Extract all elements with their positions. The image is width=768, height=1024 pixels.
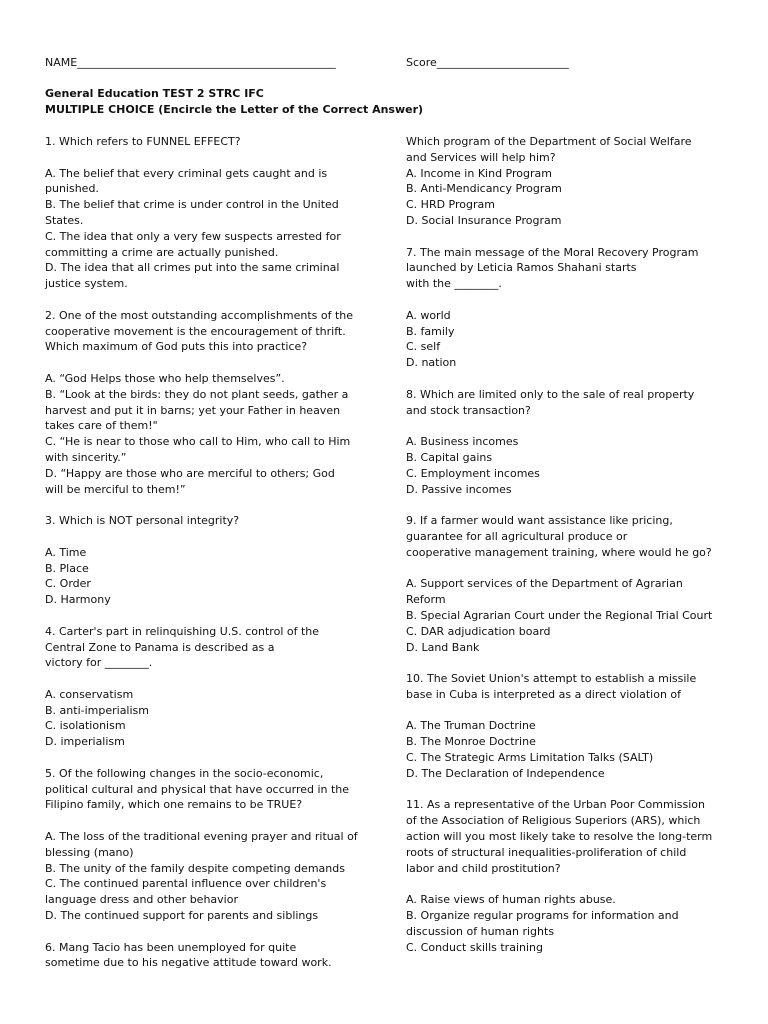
- option-d[interactable]: D. Harmony: [45, 593, 111, 607]
- option-b[interactable]: B. “Look at the birds: they do not plant seeds, gather a: [45, 387, 349, 401]
- option-a[interactable]: A. The Truman Doctrine: [406, 719, 536, 733]
- score-field[interactable]: Score________________________: [406, 56, 569, 69]
- option-b[interactable]: B. The unity of the family despite competing demands: [45, 861, 345, 875]
- option-c[interactable]: C. The continued parental influence over children's: [45, 877, 327, 891]
- option-b[interactable]: B. Place: [45, 561, 89, 575]
- option-d[interactable]: D. Passive incomes: [406, 482, 512, 496]
- question-stem: 1. Which refers to FUNNEL EFFECT?: [45, 135, 241, 148]
- option-a[interactable]: A. Raise views of human rights abuse.: [406, 893, 616, 907]
- question-stem: sometime due to his negative attitude toward work.: [45, 956, 332, 970]
- name-field[interactable]: NAME_______________________________________________: [45, 56, 336, 69]
- question-stem: base in Cuba is interpreted as a direct violation of: [406, 687, 682, 701]
- option-c[interactable]: C. Order: [45, 577, 91, 591]
- option-d[interactable]: D. The continued support for parents and siblings: [45, 909, 319, 923]
- question-2: [45, 308, 365, 498]
- exam-title-line: General Education TEST 2 STRC IFC: [45, 87, 264, 100]
- question-stem: Which maximum of God puts this into practice?: [45, 340, 308, 354]
- option-a-cont: Reform: [406, 593, 446, 607]
- option-c[interactable]: C. Conduct skills training: [406, 940, 543, 954]
- option-c[interactable]: C. The Strategic Arms Limitation Talks (SALT): [406, 751, 654, 765]
- question-6: [45, 940, 365, 972]
- option-c-cont: with sincerity.”: [45, 450, 127, 464]
- question-7: [406, 245, 728, 371]
- option-c[interactable]: C. Employment incomes: [406, 466, 540, 480]
- question-stem: action will you most likely take to resolve the long-term: [406, 830, 713, 844]
- option-a[interactable]: A. Support services of the Department of Agrarian: [406, 577, 683, 591]
- option-a[interactable]: A. conservatism: [45, 687, 134, 701]
- option-b[interactable]: B. family: [406, 324, 455, 338]
- right-column: [406, 134, 728, 971]
- option-d-cont: will be merciful to them!”: [45, 482, 186, 496]
- option-d[interactable]: D. “Happy are those who are merciful to others; God: [45, 466, 335, 480]
- option-b[interactable]: B. Anti-Mendicancy Program: [406, 182, 562, 196]
- question-5: [45, 766, 365, 924]
- option-b[interactable]: B. Special Agrarian Court under the Regional Trial Court: [406, 608, 713, 622]
- option-a-cont: blessing (mano): [45, 845, 134, 859]
- option-b[interactable]: B. The belief that crime is under control in the United: [45, 198, 339, 212]
- question-stem: victory for ________.: [45, 656, 153, 670]
- question-11: [406, 797, 728, 955]
- question-8: [406, 387, 728, 498]
- question-3: [45, 513, 365, 608]
- option-a-cont: punished.: [45, 182, 99, 196]
- option-d[interactable]: D. Social Insurance Program: [406, 213, 562, 227]
- option-d[interactable]: D. The Declaration of Independence: [406, 766, 605, 780]
- option-d[interactable]: D. Land Bank: [406, 640, 480, 654]
- question-stem: 9. If a farmer would want assistance like pricing,: [406, 514, 673, 528]
- option-c[interactable]: C. self: [406, 340, 441, 354]
- question-9: [406, 513, 728, 655]
- option-a[interactable]: A. Time: [45, 545, 87, 559]
- question-stem: 7. The main message of the Moral Recovery Program: [406, 245, 699, 259]
- left-column: [45, 134, 365, 987]
- option-b-cont: harvest and put it in barns; yet your Father in heaven: [45, 403, 341, 417]
- question-stem: 10. The Soviet Union's attempt to establish a missile: [406, 672, 697, 686]
- question-6-continued: [406, 134, 728, 229]
- question-stem: of the Association of Religious Superiors (ARS), which: [406, 814, 701, 828]
- question-stem: labor and child prostitution?: [406, 861, 561, 875]
- question-stem: Central Zone to Panama is described as a: [45, 640, 275, 654]
- option-a[interactable]: A. The belief that every criminal gets caught and is: [45, 166, 328, 180]
- option-d-cont: justice system.: [45, 277, 128, 291]
- question-stem: 6. Mang Tacio has been unemployed for quite: [45, 940, 297, 954]
- question-stem: political cultural and physical that have occurred in the: [45, 782, 350, 796]
- option-a[interactable]: A. world: [406, 308, 451, 322]
- option-c[interactable]: C. isolationism: [45, 719, 126, 733]
- question-10: [406, 671, 728, 782]
- question-stem: 8. Which are limited only to the sale of real property: [406, 387, 695, 401]
- question-stem: 5. Of the following changes in the socio-economic,: [45, 766, 324, 780]
- option-d[interactable]: D. The idea that all crimes put into the same criminal: [45, 261, 340, 275]
- question-stem: 11. As a representative of the Urban Poor Commission: [406, 798, 705, 812]
- option-c[interactable]: C. “He is near to those who call to Him, who call to Him: [45, 435, 351, 449]
- question-stem: roots of structural inequalities-proliferation of child: [406, 845, 687, 859]
- option-c-cont: language dress and other behavior: [45, 893, 238, 907]
- question-stem: cooperative movement is the encouragement of thrift.: [45, 324, 346, 338]
- option-b-cont: discussion of human rights: [406, 924, 555, 938]
- option-b[interactable]: B. anti-imperialism: [45, 703, 149, 717]
- question-4: [45, 624, 365, 750]
- question-stem: cooperative management training, where would he go?: [406, 545, 712, 559]
- exam-title: [45, 86, 423, 118]
- option-a[interactable]: A. Income in Kind Program: [406, 166, 552, 180]
- option-c[interactable]: C. DAR adjudication board: [406, 624, 551, 638]
- option-b[interactable]: B. Organize regular programs for information and: [406, 909, 679, 923]
- question-stem: and stock transaction?: [406, 403, 531, 417]
- option-d[interactable]: D. imperialism: [45, 735, 125, 749]
- option-c-cont: committing a crime are actually punished.: [45, 245, 279, 259]
- option-b[interactable]: B. Capital gains: [406, 450, 493, 464]
- question-stem: Which program of the Department of Social Welfare: [406, 135, 692, 148]
- option-a[interactable]: A. The loss of the traditional evening prayer and ritual of: [45, 830, 358, 844]
- question-stem: Filipino family, which one remains to be TRUE?: [45, 798, 303, 812]
- option-b-cont: States.: [45, 213, 84, 227]
- option-a[interactable]: A. “God Helps those who help themselves”.: [45, 371, 285, 385]
- option-c[interactable]: C. HRD Program: [406, 198, 495, 212]
- question-stem: with the ________.: [406, 277, 502, 291]
- option-b-cont: takes care of them!": [45, 419, 158, 433]
- exam-instructions: MULTIPLE CHOICE (Encircle the Letter of the Correct Answer): [45, 102, 424, 116]
- question-stem: 2. One of the most outstanding accomplishments of the: [45, 308, 354, 322]
- question-stem: 3. Which is NOT personal integrity?: [45, 514, 240, 528]
- option-c[interactable]: C. The idea that only a very few suspects arrested for: [45, 229, 341, 243]
- question-1: [45, 134, 365, 292]
- question-stem: and Services will help him?: [406, 150, 556, 164]
- question-stem: launched by Leticia Ramos Shahani starts: [406, 261, 637, 275]
- question-stem: guarantee for all agricultural produce or: [406, 529, 628, 543]
- option-b[interactable]: B. The Monroe Doctrine: [406, 735, 536, 749]
- option-d[interactable]: D. nation: [406, 356, 457, 370]
- option-a[interactable]: A. Business incomes: [406, 435, 519, 449]
- question-stem: 4. Carter's part in relinquishing U.S. control of the: [45, 624, 320, 638]
